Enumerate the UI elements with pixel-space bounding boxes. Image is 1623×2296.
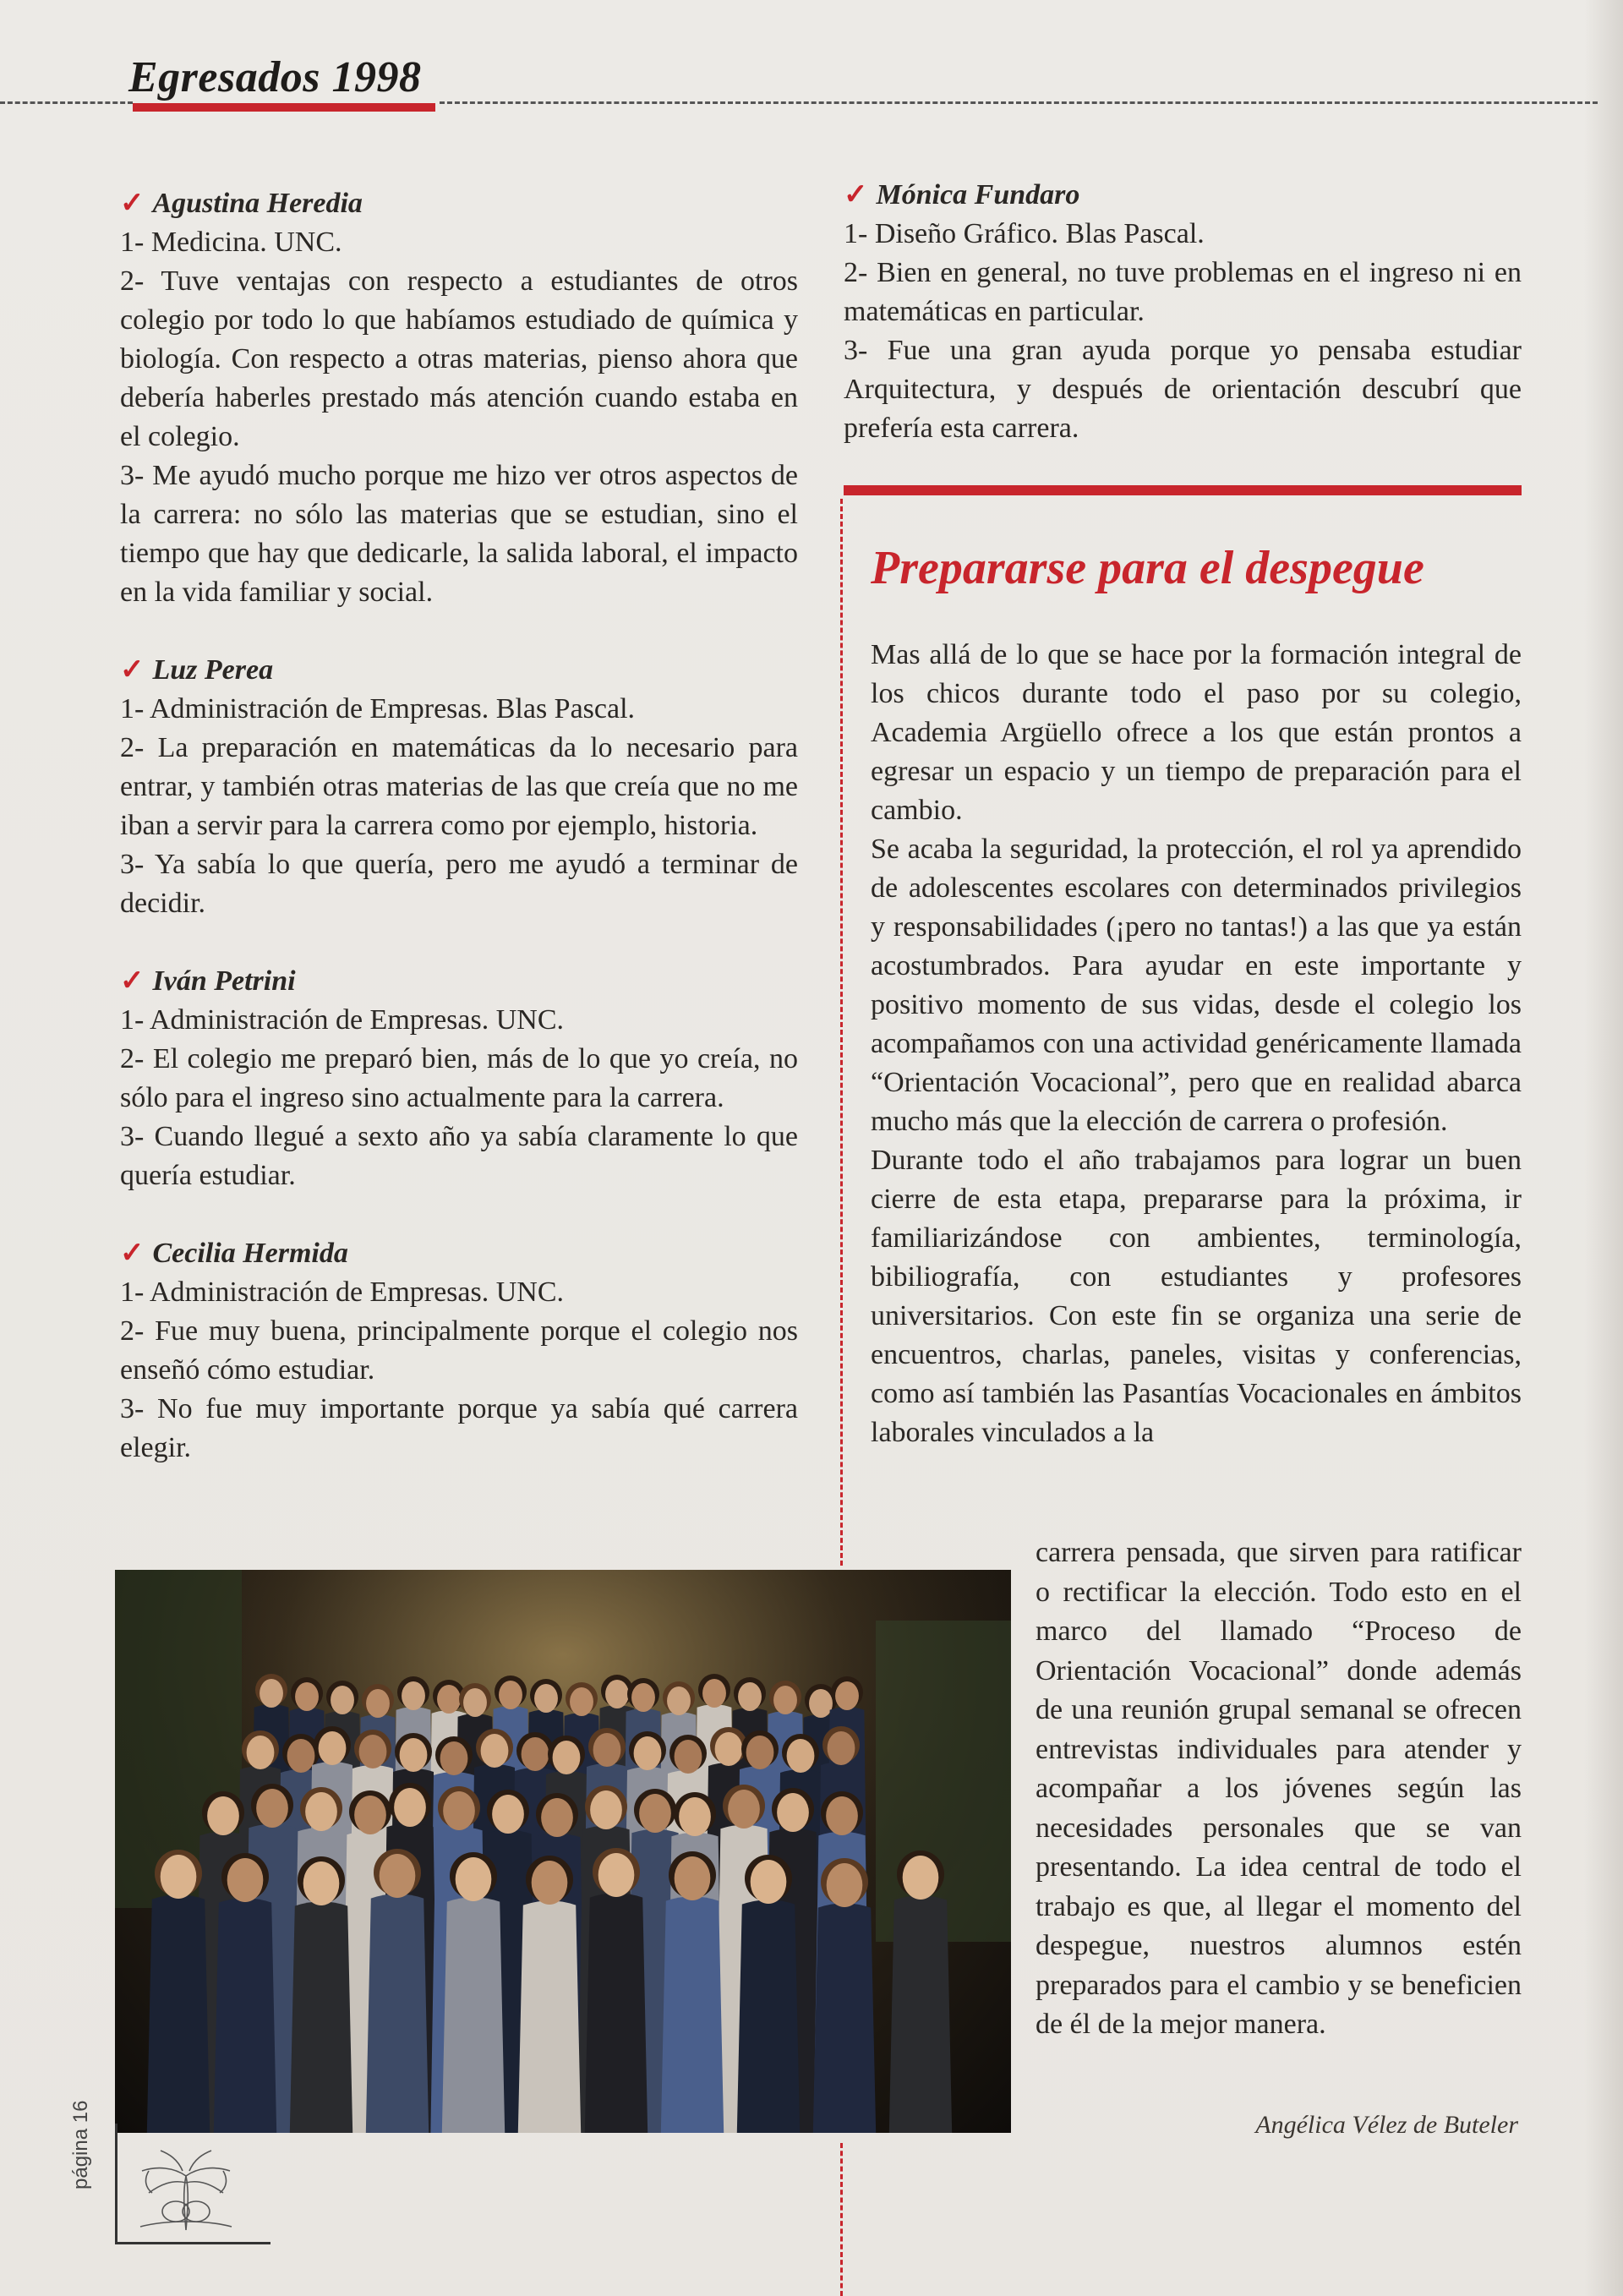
answer-2: 2- El colegio me preparó bien, más de lo que yo creía, no sólo para el ingreso sino actualmente para la carrera. [120,1043,798,1113]
testimonial-entry [844,176,1522,448]
answer-3: 3- Fue una gran ayuda porque yo pensaba estudiar Arquitectura, y después de orientación descubrí que prefería esta carrera. [844,335,1522,444]
header-dashed-rule-right [440,101,1598,104]
section-title: Egresados 1998 [128,53,422,101]
check-icon: ✓ [844,179,868,210]
answer-3: 3- Cuando llegué a sexto año ya sabía claramente lo que quería estudiar. [120,1121,798,1191]
answer-3: 3- Me ayudó mucho porque me hizo ver otros aspectos de la carrera: no sólo las materias que se estudian, sino el tiempo que hay que dedicarle, la salida laboral, el impacto en la vida familiar y social. [120,460,798,608]
answer-1: 1- Administración de Empresas. UNC. [120,1004,565,1036]
testimonials-column [120,184,798,1506]
answer-1: 1- Administración de Empresas. UNC. [120,1276,565,1308]
feature-paragraph: Se acaba la seguridad, la protección, el rol ya aprendido de adolescentes escolares con determinados privilegios y responsabilidades (¡pero no tantas!) a las que ya están acostumbrados. Para ayudar en este importante y positivo momento de sus vidas, desde el colegio los acompañamos con una actividad genéricamente llamada “Orientación Vocacional”, pero que en realidad abarca mucho más que la elección de carrera o profesión. [871,834,1522,1137]
answer-2: 2- Tuve ventajas con respecto a estudiantes de otros colegio por todo lo que habíamos estudiado de química y biología. Con respecto a otras materias, pienso ahora que debería haberles prestado más atención cuando estaba en el colegio. [120,265,798,452]
title-underline [133,103,435,112]
testimonial-entry [120,1234,798,1468]
answer-1: 1- Diseño Gráfico. Blas Pascal. [844,218,1205,249]
answer-2: 2- Fue muy buena, principalmente porque el colegio nos enseñó cómo estudiar. [120,1315,798,1386]
answer-1: 1- Medicina. UNC. [120,227,342,258]
feature-paragraph: Durante todo el año trabajamos para lograr un buen cierre de esta etapa, prepararse para la próxima, ir familiarizándose con ambientes, terminología, bibiliografía, con estudiantes y profesores universitarios. Con este fin se organiza una serie de encuentros, charlas, paneles, visitas y conferencias, como así también las Pasantías Vocacionales en ámbitos laborales vinculados a la [871,1145,1522,1448]
feature-top-rule [844,485,1522,495]
check-icon: ✓ [120,188,145,219]
testimonial-entry [120,651,798,923]
student-name: ✓ Luz Perea [120,654,274,686]
graduates-group-photo [115,1570,1011,2133]
check-icon: ✓ [120,654,145,686]
feature-body [871,636,1522,1452]
feature-dashed-border-bottom [840,2143,843,2296]
feature-paragraph: Mas allá de lo que se hace por la formación integral de los chicos durante todo el paso por su colegio, Academia Argüello ofrece a los que están prontos a egresar un espacio y un tiempo de preparación para el cambio. [871,639,1522,826]
answer-2: 2- La preparación en matemáticas da lo necesario para entrar, y también otras materias de las que creía que no me iban a servir para la carrera como por ejemplo, historia. [120,732,798,841]
school-logo-icon [123,2142,249,2237]
testimonial-right-column [844,176,1522,487]
feature-body-continued [1036,1533,1522,2045]
answer-1: 1- Administración de Empresas. Blas Pascal. [120,693,636,724]
testimonial-entry [120,184,798,612]
binding-shadow [1584,0,1623,2296]
footer-rule-vertical [115,2124,117,2244]
answer-2: 2- Bien en general, no tuve problemas en el ingreso ni en matemáticas en particular. [844,257,1522,327]
answer-3: 3- No fue muy importante porque ya sabía qué carrera elegir. [120,1393,798,1463]
group-photo-illustration [115,1570,1011,2133]
student-name: ✓ Mónica Fundaro [844,179,1080,210]
feature-dashed-border [840,499,843,1566]
feature-paragraph: carrera pensada, que sirven para ratificar o rectificar la elección. Todo esto en el marco del llamado “Proceso de Orientación Vocacional” donde además de una reunión grupal semanal se ofrecen entrevistas individuales para atender y acompañar a los jóvenes según las necesidades personales que se van presentando. La idea central de todo el trabajo es que, al llegar el momento del despegue, nuestros alumnos estén preparados para el cambio y se beneficien de él de la mejor manera. [1036,1537,1522,2040]
testimonial-entry [120,962,798,1195]
article-author: Angélica Vélez de Buteler [1255,2111,1518,2139]
student-name: ✓ Agustina Heredia [120,188,363,219]
student-name: ✓ Cecilia Hermida [120,1238,348,1269]
check-icon: ✓ [120,1238,145,1269]
page-number: página 16 [69,2100,92,2189]
header-dashed-rule-left [0,101,133,104]
student-name: ✓ Iván Petrini [120,965,296,997]
check-icon: ✓ [120,965,145,997]
footer-rule-horizontal [115,2242,270,2244]
answer-3: 3- Ya sabía lo que quería, pero me ayudó a terminar de decidir. [120,849,798,919]
feature-title: Prepararse para el despegue [871,542,1424,594]
